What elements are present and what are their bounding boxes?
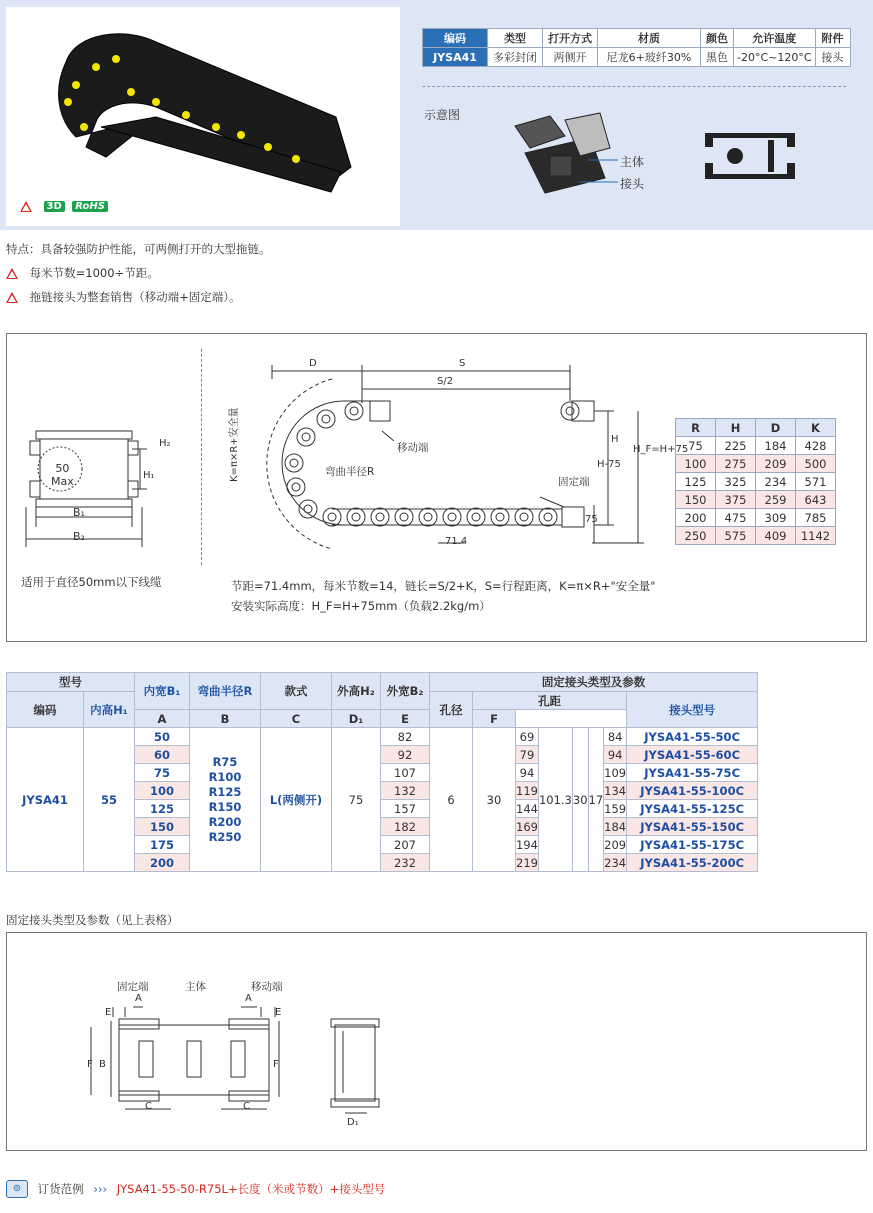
- cell-b1: 175: [135, 836, 190, 854]
- h-a: A: [135, 710, 190, 728]
- h-f: F: [473, 710, 516, 728]
- h-outer-h: 外高H₂: [332, 673, 381, 710]
- rhdk-cell: 225: [716, 437, 756, 455]
- h-model: 型号: [7, 673, 135, 692]
- label-body: 主体: [185, 981, 206, 993]
- cell-radii: [190, 728, 261, 872]
- label-k: K=π×R+安全量: [229, 407, 240, 482]
- order-label: 订货范例: [37, 1181, 84, 1196]
- h-style: 款式: [261, 673, 332, 710]
- table-row: [7, 728, 758, 746]
- rhdk-cell: 234: [756, 473, 796, 491]
- warning-icon: [20, 201, 32, 212]
- rhdk-cell: 75: [676, 437, 716, 455]
- radius-item: R75: [212, 754, 238, 769]
- rhdk-h-k: K: [796, 419, 836, 437]
- label-f-right: F: [273, 1059, 279, 1070]
- rhdk-cell: 250: [676, 527, 716, 545]
- cell-f: 209: [604, 837, 627, 852]
- order-example-text: JYSA41-55-50-R75L+长度（米或节数）+接头型号: [116, 1181, 386, 1196]
- cell-inner-h: 55: [84, 728, 135, 872]
- rhdk-h-h: H: [716, 419, 756, 437]
- rhdk-cell: 475: [716, 509, 756, 527]
- h-outer-w: 外宽B₂: [381, 673, 430, 710]
- cell-b: 169: [516, 819, 538, 834]
- radius-item: R100: [208, 769, 242, 784]
- spec-table: [422, 28, 851, 67]
- product-image-panel: [6, 7, 400, 226]
- label-d: D: [309, 358, 317, 369]
- label-bend-radius: 弯曲半径R: [325, 466, 375, 478]
- fixed-section-title: 固定接头类型及参数（见上表格）: [6, 913, 179, 927]
- fixed-joint-panel: [6, 932, 867, 1151]
- cell-b: 69: [516, 728, 539, 746]
- rhdk-cell: 184: [756, 437, 796, 455]
- radius-item: R150: [208, 799, 242, 814]
- schematic-label: 示意图: [424, 108, 461, 122]
- circle-max: Max: [51, 475, 74, 488]
- order-example: [6, 1180, 385, 1198]
- h-c: C: [261, 710, 332, 728]
- rhdk-table: [675, 418, 836, 545]
- cell-outer-h: 75: [332, 728, 381, 872]
- label-h2: H₂: [159, 438, 171, 449]
- rhdk-cell: 100: [676, 455, 716, 473]
- h-inner-h: 内高H₁: [84, 692, 135, 728]
- fixed-joint-drawing: [81, 997, 391, 1127]
- rhdk-cell: 150: [676, 491, 716, 509]
- cell-d1: 30: [572, 728, 588, 872]
- h-joint: 接头型号: [627, 692, 758, 728]
- rhdk-row: [676, 473, 836, 491]
- divider: [422, 86, 846, 87]
- cell-b1: 50: [135, 728, 190, 746]
- label-a-right: A: [245, 993, 252, 1004]
- rhdk-cell: 571: [796, 473, 836, 491]
- label-fixed-end: 固定端: [117, 981, 149, 993]
- spec-accessory: 接头: [815, 48, 850, 67]
- cell-b2: 107: [381, 764, 430, 782]
- warning-icon: [6, 292, 18, 303]
- rohs-badge: RoHS: [72, 201, 108, 212]
- cell-hole: 6: [430, 728, 473, 872]
- label-b2: B₂: [73, 530, 85, 543]
- note-line-1: 节距=71.4mm，每米节数=14，链长=S/2+K，S=行程距离，K=π×R+"安全量": [231, 579, 656, 593]
- model-table: [6, 672, 758, 872]
- cell-joint: JYSA41-55-150C: [627, 818, 758, 836]
- cell-f: 234: [604, 855, 627, 870]
- cell-b1: 75: [135, 764, 190, 782]
- h-fixed-joint: 固定接头类型及参数: [430, 673, 758, 692]
- rhdk-cell: 643: [796, 491, 836, 509]
- cell-b: 144: [516, 801, 538, 816]
- spec-open: 两侧开: [543, 48, 598, 67]
- spec-temp: -20°C~120°C: [734, 48, 816, 67]
- label-pitch: 71.4: [445, 536, 468, 547]
- note-line-2: 安装实际高度：H_F=H+75mm（负载2.2kg/m）: [231, 599, 491, 613]
- dimension-drawing-panel: [6, 333, 867, 642]
- rhdk-cell: 275: [716, 455, 756, 473]
- 3d-badge: 3D: [44, 201, 65, 212]
- cell-a: 30: [473, 728, 516, 872]
- rhdk-cell: 200: [676, 509, 716, 527]
- rhdk-cell: 259: [756, 491, 796, 509]
- h-b: B: [190, 710, 261, 728]
- cell-e: 17: [588, 728, 604, 872]
- cell-b2: 232: [381, 854, 430, 872]
- h-hole: 孔径: [430, 692, 473, 728]
- spec-material: 尼龙6+玻纤30%: [598, 48, 701, 67]
- cell-b1: 100: [135, 782, 190, 800]
- cell-b: 94: [516, 764, 539, 782]
- cell-joint: JYSA41-55-60C: [627, 746, 758, 764]
- drag-chain-photo: [6, 7, 400, 226]
- cell-joint: JYSA41-55-200C: [627, 854, 758, 872]
- circle-diameter: 50: [55, 462, 70, 475]
- cell-joint: JYSA41-55-125C: [627, 800, 758, 818]
- cell-joint: JYSA41-55-175C: [627, 836, 758, 854]
- cell-f: 134: [604, 783, 627, 798]
- label-c-right: C: [243, 1101, 250, 1112]
- cell-f: 109: [604, 765, 627, 780]
- label-moving-end: 移动端: [397, 442, 429, 454]
- rhdk-row: [676, 509, 836, 527]
- divider-vertical: [201, 349, 202, 565]
- section-circle-label: [51, 462, 74, 488]
- label-b1: B₁: [73, 506, 85, 519]
- label-s: S: [459, 358, 466, 369]
- h-pitch: 孔距: [473, 692, 627, 710]
- feature-line-1: 特点：具备较强防护性能，可两侧打开的大型拖链。: [6, 242, 271, 256]
- spec-code: JYSA41: [423, 48, 488, 67]
- rhdk-cell: 409: [756, 527, 796, 545]
- label-75: 75: [585, 514, 598, 525]
- spec-header-code: 编码: [423, 29, 488, 48]
- cell-b: 119: [516, 783, 538, 798]
- spec-color: 黑色: [701, 48, 734, 67]
- rhdk-cell: 209: [756, 455, 796, 473]
- spec-value-row: [423, 48, 851, 67]
- h-d1: D₁: [332, 710, 381, 728]
- cell-b2: 207: [381, 836, 430, 854]
- feature-line-2: 每米节数=1000÷节距。: [29, 266, 159, 280]
- rhdk-cell: 785: [796, 509, 836, 527]
- spec-header-accessory: 附件: [815, 29, 850, 48]
- cert-badges: [20, 199, 108, 212]
- cell-b: 194: [516, 837, 538, 852]
- label-h-75: H-75: [597, 459, 621, 470]
- label-s2: S/2: [437, 376, 454, 387]
- cell-joint: JYSA41-55-75C: [627, 764, 758, 782]
- section-icon: [705, 130, 797, 182]
- order-arrows: ›››: [93, 1181, 108, 1196]
- cell-b2: 182: [381, 818, 430, 836]
- rhdk-cell: 375: [716, 491, 756, 509]
- cell-b1: 125: [135, 800, 190, 818]
- feature-line-3: 拖链接头为整套销售（移动端+固定端）。: [29, 290, 241, 304]
- spec-header-open: 打开方式: [543, 29, 598, 48]
- label-e-right: E: [275, 1007, 282, 1018]
- rhdk-h-r: R: [676, 419, 716, 437]
- model-header-row-1: [7, 673, 758, 692]
- rhdk-row: [676, 491, 836, 509]
- cell-b1: 150: [135, 818, 190, 836]
- rhdk-cell: 309: [756, 509, 796, 527]
- rhdk-header: [676, 419, 836, 437]
- label-f: F: [87, 1059, 93, 1070]
- h-e: E: [381, 710, 430, 728]
- rhdk-h-d: D: [756, 419, 796, 437]
- label-e-left: E: [105, 1007, 112, 1018]
- cell-style: L(两侧开): [261, 728, 332, 872]
- rhdk-row: [676, 455, 836, 473]
- cell-b: 219: [516, 855, 538, 870]
- h-code: 编码: [7, 692, 84, 728]
- spec-header-row: [423, 29, 851, 48]
- rhdk-cell: 428: [796, 437, 836, 455]
- rhdk-cell: 1142: [796, 527, 836, 545]
- feature-line-2-row: [6, 265, 159, 281]
- label-h1: H₁: [143, 470, 155, 481]
- spec-header-color: 颜色: [701, 29, 734, 48]
- cell-b: 79: [516, 746, 539, 764]
- cell-b2: 132: [381, 782, 430, 800]
- cart-icon: ⊚: [6, 1180, 28, 1198]
- cell-b2: 157: [381, 800, 430, 818]
- cell-code: JYSA41: [7, 728, 84, 872]
- spec-header-temp: 允许温度: [734, 29, 816, 48]
- cell-b2: 92: [381, 746, 430, 764]
- cell-b2: 82: [381, 728, 430, 746]
- cell-b1: 200: [135, 854, 190, 872]
- warning-icon: [6, 268, 18, 279]
- label-hf: H_F=H+75: [633, 444, 689, 455]
- h-radius: 弯曲半径R: [190, 673, 261, 710]
- label-c-left: C: [145, 1101, 152, 1112]
- cell-joint: JYSA41-55-50C: [627, 728, 758, 746]
- cell-f: 184: [604, 819, 627, 834]
- label-d1: D₁: [347, 1117, 359, 1128]
- rhdk-cell: 500: [796, 455, 836, 473]
- label-a-left: A: [135, 993, 142, 1004]
- rhdk-cell: 125: [676, 473, 716, 491]
- label-fixed-end: 固定端: [558, 476, 590, 488]
- rhdk-row: [676, 527, 836, 545]
- cell-joint: JYSA41-55-100C: [627, 782, 758, 800]
- rhdk-cell: 575: [716, 527, 756, 545]
- callout-joint: 接头: [620, 177, 645, 191]
- radius-item: R125: [208, 784, 242, 799]
- cell-b1: 60: [135, 746, 190, 764]
- h-inner-w: 内宽B₁: [135, 673, 190, 710]
- rhdk-row: [676, 437, 836, 455]
- cell-f: 94: [604, 746, 627, 764]
- cell-f: 84: [604, 728, 627, 746]
- spec-header-type: 类型: [488, 29, 543, 48]
- label-h: H: [611, 434, 619, 445]
- section-caption: 适用于直径50mm以下线缆: [21, 575, 162, 589]
- cell-f: 159: [604, 801, 627, 816]
- cell-c: 101.3: [538, 728, 572, 872]
- callout-body: 主体: [620, 155, 645, 169]
- spec-header-material: 材质: [598, 29, 701, 48]
- label-b: B: [99, 1059, 106, 1070]
- radius-item: R250: [208, 829, 242, 844]
- label-moving-end: 移动端: [251, 981, 283, 993]
- spec-type: 多彩封闭: [488, 48, 543, 67]
- feature-line-3-row: [6, 289, 241, 305]
- radius-item: R200: [208, 814, 242, 829]
- rhdk-cell: 325: [716, 473, 756, 491]
